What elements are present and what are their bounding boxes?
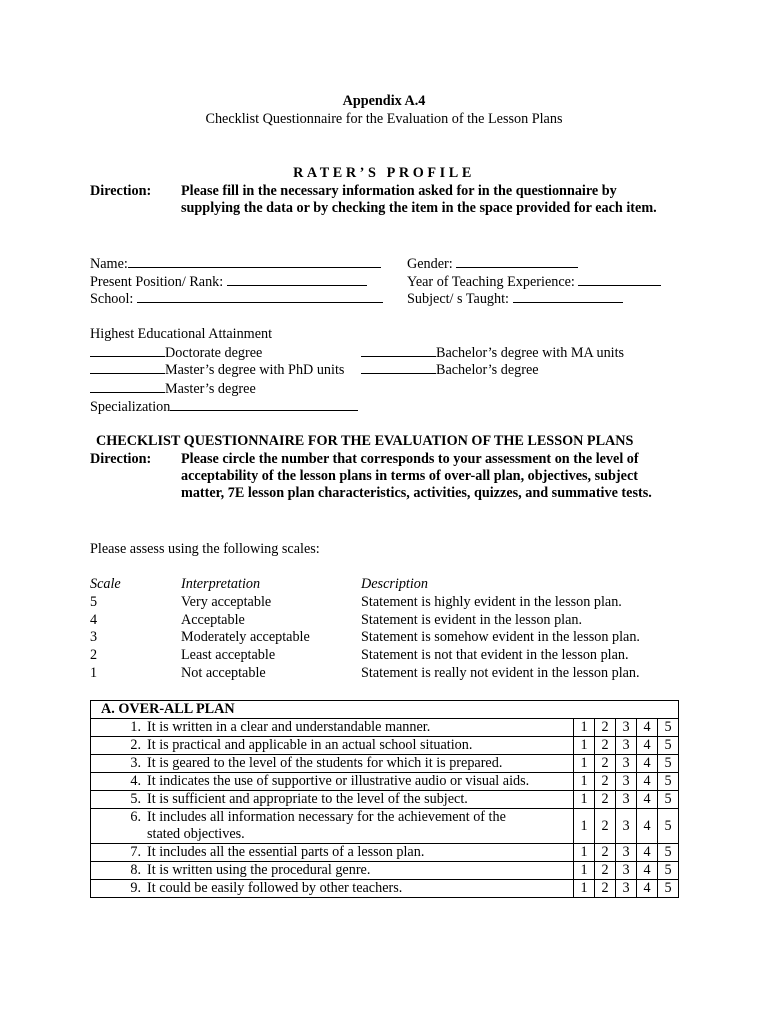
education-option-doctorate[interactable]	[90, 344, 262, 362]
rating-option-1[interactable]: 1	[574, 791, 595, 809]
rating-option-2[interactable]: 2	[595, 719, 616, 737]
education-option-bachelors[interactable]	[361, 361, 539, 379]
rating-option-2[interactable]: 2	[595, 791, 616, 809]
statement-cell	[91, 844, 574, 862]
name-label: Name:	[90, 256, 128, 272]
item-statement: It is sufficient and appropriate to the level of the subject.	[147, 791, 468, 807]
education-heading: Highest Educational Attainment	[90, 326, 273, 342]
rating-option-5[interactable]: 5	[658, 737, 679, 755]
rating-option-5[interactable]: 5	[658, 880, 679, 898]
subjects-label: Subject/ s Taught:	[407, 291, 509, 307]
item-statement: It is written in a clear and understandable manner.	[147, 719, 431, 735]
scale-description: Statement is not that evident in the lesson plan.	[361, 647, 629, 663]
rating-option-5[interactable]: 5	[658, 755, 679, 773]
rating-option-5[interactable]: 5	[658, 809, 679, 844]
rating-option-4[interactable]: 4	[637, 862, 658, 880]
document-subtitle: Checklist Questionnaire for the Evaluation of the Lesson Plans	[205, 111, 563, 127]
rating-option-3[interactable]: 3	[616, 737, 637, 755]
item-number: 8.	[130, 862, 141, 878]
item-statement: It includes all the essential parts of a lesson plan.	[147, 844, 425, 860]
direction-text: Please fill in the necessary information asked for in the questionnaire by supplying the data or by checking the item in the space provided for each item.	[181, 183, 657, 216]
item-statement: It is geared to the level of the students for which it is prepared.	[147, 755, 503, 771]
subjects-blank[interactable]	[513, 290, 623, 303]
option-label: Master’s degree	[165, 381, 256, 397]
option-label: Doctorate degree	[165, 345, 263, 361]
experience-label: Year of Teaching Experience:	[407, 274, 575, 290]
rating-option-3[interactable]: 3	[616, 755, 637, 773]
checkbox-blank[interactable]	[361, 361, 436, 374]
assess-instruction: Please assess using the following scales:	[90, 541, 320, 557]
school-field[interactable]	[90, 290, 383, 308]
raters-profile-title: RATER’S PROFILE	[293, 165, 475, 181]
statement-cell	[91, 791, 574, 809]
item-statement: It is written using the procedural genre.	[147, 862, 371, 878]
scale-value: 5	[90, 594, 98, 610]
table-row	[91, 737, 679, 755]
rating-option-5[interactable]: 5	[658, 773, 679, 791]
position-blank[interactable]	[227, 273, 367, 286]
name-field[interactable]	[90, 255, 381, 273]
scale-description: Statement is highly evident in the lesson plan.	[361, 594, 622, 610]
gender-blank[interactable]	[456, 255, 578, 268]
specialization-field[interactable]	[90, 398, 358, 416]
item-number: 7.	[130, 844, 141, 860]
rating-option-1[interactable]: 1	[574, 737, 595, 755]
school-label: School:	[90, 291, 134, 307]
table-row	[91, 862, 679, 880]
statement-cell	[91, 880, 574, 898]
description-header: Description	[361, 576, 428, 592]
scale-header: Scale	[90, 576, 121, 592]
education-option-masters[interactable]	[90, 380, 256, 398]
item-number: 4.	[130, 773, 141, 789]
rating-option-1[interactable]: 1	[574, 862, 595, 880]
checkbox-blank[interactable]	[90, 380, 165, 393]
statement-cell	[91, 809, 574, 844]
item-statement: It is practical and applicable in an actual school situation.	[147, 737, 473, 753]
scale-description: Statement is really not evident in the lesson plan.	[361, 665, 640, 681]
subjects-field[interactable]	[407, 290, 623, 308]
rating-option-1[interactable]: 1	[574, 880, 595, 898]
education-option-bachelors-ma[interactable]	[361, 344, 624, 362]
scale-description: Statement is evident in the lesson plan.	[361, 612, 583, 628]
scale-interpretation: Not acceptable	[181, 665, 266, 681]
rating-option-2[interactable]: 2	[595, 755, 616, 773]
checkbox-blank[interactable]	[90, 344, 165, 357]
scale-value: 4	[90, 612, 98, 628]
rating-option-3[interactable]: 3	[616, 719, 637, 737]
scale-value: 3	[90, 629, 98, 645]
table-row	[91, 719, 679, 737]
rating-option-1[interactable]: 1	[574, 719, 595, 737]
direction2-label: Direction:	[90, 451, 152, 467]
scale-value: 2	[90, 647, 98, 663]
item-number: 3.	[130, 755, 141, 771]
rating-option-2[interactable]: 2	[595, 862, 616, 880]
rating-option-2[interactable]: 2	[595, 809, 616, 844]
rating-option-5[interactable]: 5	[658, 844, 679, 862]
position-field[interactable]	[90, 273, 367, 291]
rating-option-1[interactable]: 1	[574, 773, 595, 791]
rating-option-1[interactable]: 1	[574, 755, 595, 773]
experience-field[interactable]	[407, 273, 661, 291]
item-statement: It indicates the use of supportive or illustrative audio or visual aids.	[147, 773, 530, 789]
specialization-blank[interactable]	[170, 398, 358, 411]
statement-cell	[91, 755, 574, 773]
experience-blank[interactable]	[578, 273, 661, 286]
scale-interpretation: Moderately acceptable	[181, 629, 310, 645]
table-row	[91, 791, 679, 809]
scale-interpretation: Least acceptable	[181, 647, 276, 663]
rating-option-3[interactable]: 3	[616, 844, 637, 862]
rating-option-4[interactable]: 4	[637, 755, 658, 773]
overall-plan-table	[90, 700, 679, 898]
item-number: 1.	[130, 719, 141, 735]
rating-option-4[interactable]: 4	[637, 791, 658, 809]
option-label: Master’s degree with PhD units	[165, 362, 345, 378]
direction2-text: Please circle the number that corresponds to your assessment on the level of acceptability of the lesson plans in terms of over-all plan, objectives, subject matter, 7E lesson plan characteristics, activities, quizzes, and summative tests.	[181, 451, 652, 501]
direction-label: Direction:	[90, 183, 152, 199]
scale-description: Statement is somehow evident in the lesson plan.	[361, 629, 640, 645]
rating-option-5[interactable]: 5	[658, 719, 679, 737]
name-blank[interactable]	[128, 255, 381, 268]
option-label: Bachelor’s degree with MA units	[436, 345, 625, 361]
section-heading: A. OVER-ALL PLAN	[91, 701, 679, 719]
rating-option-4[interactable]: 4	[637, 737, 658, 755]
interpretation-header: Interpretation	[181, 576, 261, 592]
school-blank[interactable]	[137, 290, 383, 303]
item-number: 9.	[130, 880, 141, 896]
rating-option-2[interactable]: 2	[595, 844, 616, 862]
rating-option-5[interactable]: 5	[658, 862, 679, 880]
scale-value: 1	[90, 665, 98, 681]
rating-option-4[interactable]: 4	[637, 719, 658, 737]
rating-option-5[interactable]: 5	[658, 791, 679, 809]
rating-option-2[interactable]: 2	[595, 773, 616, 791]
statement-cell	[91, 773, 574, 791]
table-row	[91, 809, 679, 844]
position-label: Present Position/ Rank:	[90, 274, 224, 290]
table-row	[91, 880, 679, 898]
rating-option-1[interactable]: 1	[574, 844, 595, 862]
item-statement: It includes all information necessary for the achievement of the stated objectives.	[147, 809, 506, 842]
rating-option-3[interactable]: 3	[616, 809, 637, 844]
rating-option-3[interactable]: 3	[616, 880, 637, 898]
table-row	[91, 755, 679, 773]
rating-option-3[interactable]: 3	[616, 862, 637, 880]
rating-option-3[interactable]: 3	[616, 791, 637, 809]
option-label: Bachelor’s degree	[436, 362, 539, 378]
statement-cell	[91, 862, 574, 880]
checklist-title: CHECKLIST QUESTIONNAIRE FOR THE EVALUATION OF THE LESSON PLANS	[96, 433, 634, 449]
education-option-masters-phd[interactable]	[90, 361, 344, 379]
rating-option-1[interactable]: 1	[574, 809, 595, 844]
appendix-title: Appendix A.4	[342, 93, 426, 109]
table-row	[91, 773, 679, 791]
rating-option-4[interactable]: 4	[637, 844, 658, 862]
table-row	[91, 844, 679, 862]
statement-cell	[91, 737, 574, 755]
scale-interpretation: Acceptable	[181, 612, 245, 628]
scale-interpretation: Very acceptable	[181, 594, 272, 610]
rating-option-4[interactable]: 4	[637, 809, 658, 844]
checkbox-blank[interactable]	[90, 361, 165, 374]
rating-option-2[interactable]: 2	[595, 737, 616, 755]
rating-option-2[interactable]: 2	[595, 880, 616, 898]
gender-label: Gender:	[407, 256, 453, 272]
specialization-label: Specialization	[90, 399, 171, 415]
item-number: 2.	[130, 737, 141, 753]
checkbox-blank[interactable]	[361, 344, 436, 357]
statement-cell	[91, 719, 574, 737]
item-statement: It could be easily followed by other teachers.	[147, 880, 403, 896]
rating-option-4[interactable]: 4	[637, 773, 658, 791]
item-number: 5.	[130, 791, 141, 807]
rating-option-4[interactable]: 4	[637, 880, 658, 898]
table-heading-row	[91, 701, 679, 719]
rating-option-3[interactable]: 3	[616, 773, 637, 791]
item-number: 6.	[130, 809, 141, 825]
gender-field[interactable]	[407, 255, 578, 273]
